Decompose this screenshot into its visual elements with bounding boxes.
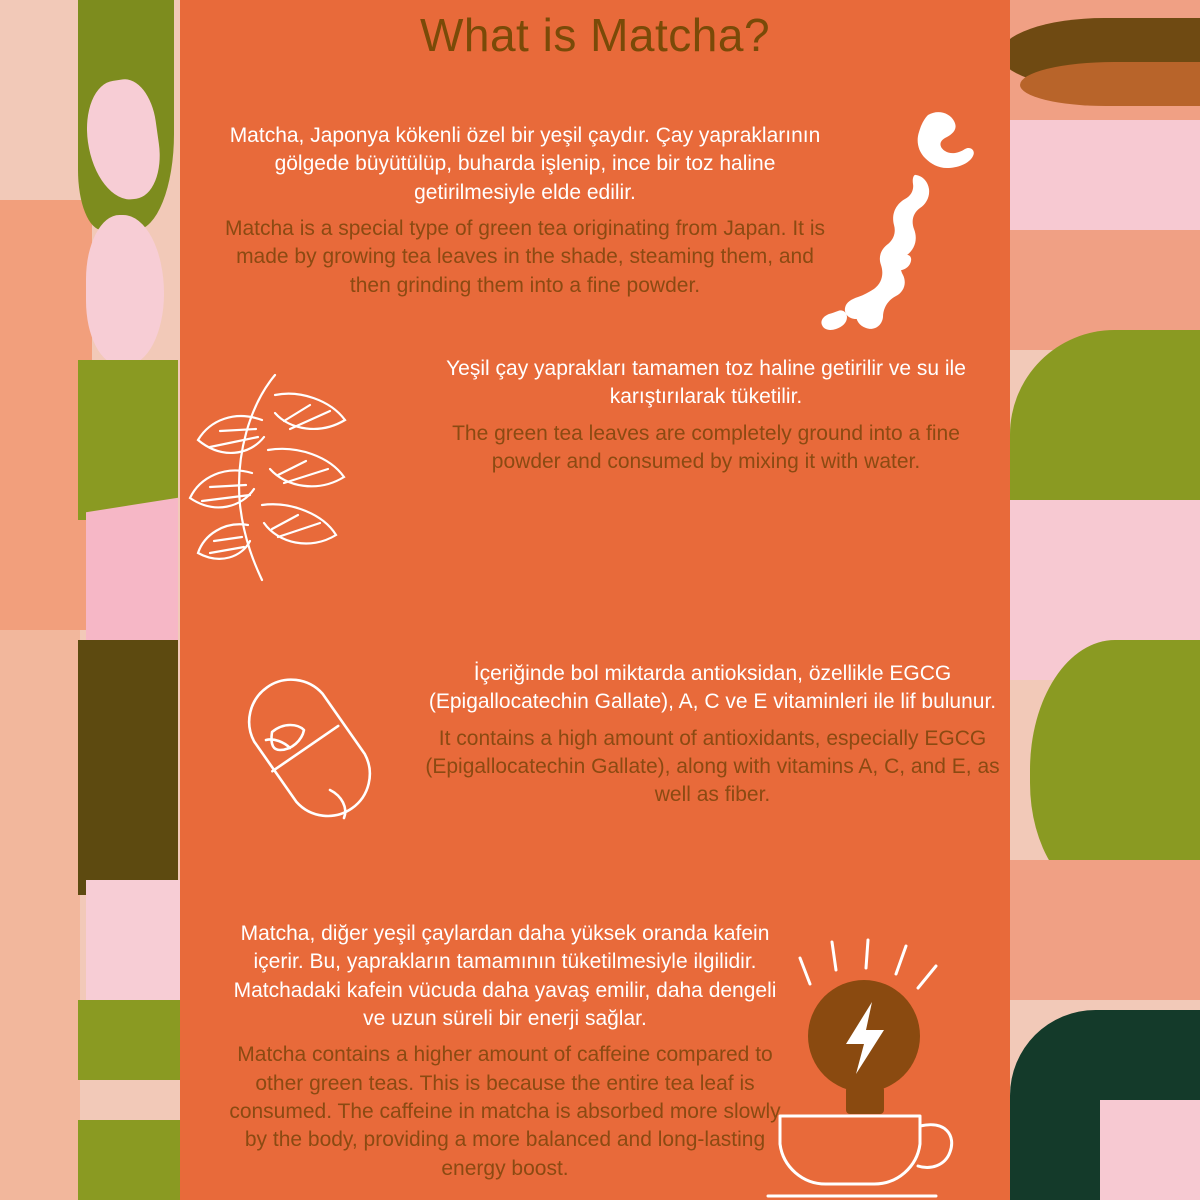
section-3-english-text: It contains a high amount of antioxidants, especially EGCG (Epigallocatechin Gallate), along with vitamins A, C, and E, as well as fiber. [425,726,1000,807]
section-3-text-block [425,660,1010,810]
section-3-turkish-text: İçeriğinde bol miktarda antioksidan, özellikle EGCG (Epigallocatechin Gallate), A, C ve E vitaminleri ile lif bulunur. [428,662,997,714]
section-1-turkish-text: Matcha, Japonya kökenli özel bir yeşil çaydır. Çay yapraklarının gölgede büyütülüp, buharda işlenip, ince bir toz haline getirilmesiyle elde edilir. [229,124,821,204]
section-ground-powder [180,355,1010,595]
background-shape-olive-left-bottom [78,1000,180,1080]
background-shape-brown-left [78,640,178,895]
section-2-turkish-text: Yeşil çay yaprakları tamamen toz haline getirilir ve su ile karıştırılarak tüketilir. [446,357,966,409]
background-shape-pink-left-4 [86,880,180,1000]
background-shape-pink-right-3 [1100,1100,1200,1200]
content-panel [180,0,1010,1200]
page-title: What is Matcha? [419,9,771,61]
background-shape-olive-right-1 [1010,330,1200,520]
background-shape-olive-left-bottom2 [78,1120,180,1200]
section-1-english-text: Matcha is a special type of green tea originating from Japan. It is made by growing tea leaves in the shade, steaming them, and then grinding them into a fine powder. [225,217,825,297]
section-4-english-text: Matcha contains a higher amount of caffeine compared to other green teas. This is because the entire tea leaf is consumed. The caffeine in matcha is absorbed more slowly by the body, providing a more balanced and long-lasting energy boost. [229,1043,781,1180]
background-shape-peach-right-3 [1010,860,1200,1000]
section-antioxidants [180,660,1010,860]
section-2-english-text: The green tea leaves are completely ground into a fine powder and consumed by mixing it with water. [452,421,960,474]
section-4-turkish-text: Matcha, diğer yeşil çaylardan daha yüksek oranda kafein içerir. Bu, yaprakların tamamının tüketilmesiyle ilgilidir. Matchadaki kafein vücuda daha yavaş emilir, daha dengeli ve uzun süreli bir enerji sağlar. [233,922,777,1031]
tea-leaf-branch-icon [180,355,420,595]
lightbulb-energy-cup-icon [760,940,990,1200]
background-shape-olive-left-mid [78,360,178,520]
background-shape-orange-stripe [1020,62,1200,106]
capsule-leaf-icon [180,660,425,860]
background-shape-pink-left-2 [86,215,164,365]
section-what-is-matcha [180,122,1010,300]
section-caffeine [180,920,785,1183]
section-2-text-block [420,355,1010,476]
background-shape-peach-left-lower [0,630,80,1200]
